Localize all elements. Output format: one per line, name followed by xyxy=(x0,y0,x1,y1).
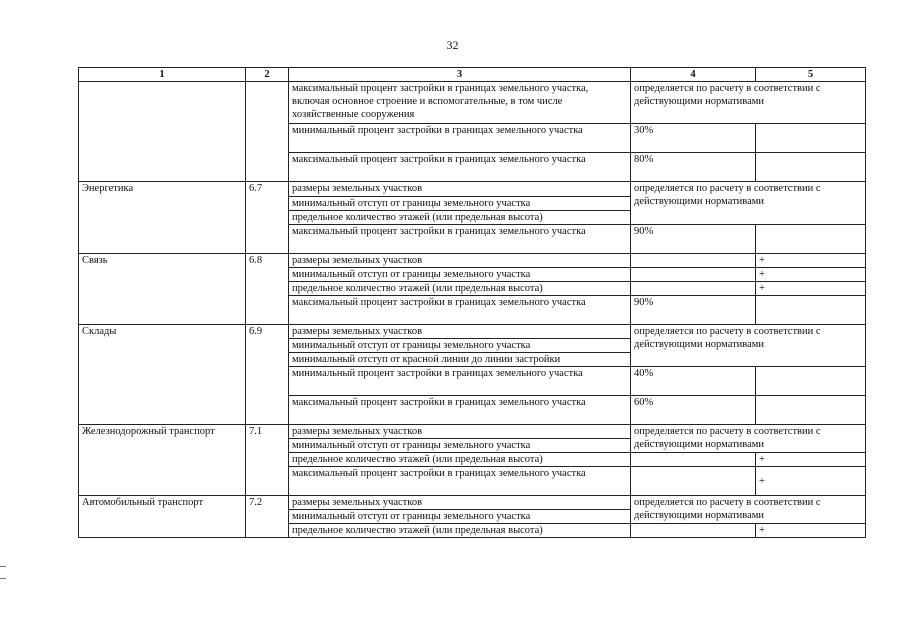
normative-merged-cell: определяется по расчету в соответствии с действующими нормативами xyxy=(631,496,866,524)
group-name-cell: Склады xyxy=(79,325,246,425)
param-cell: максимальный процент застройки в границах земельного участка xyxy=(289,225,631,254)
group-name-cell: Связь xyxy=(79,254,246,325)
group-code-cell: 7.1 xyxy=(246,425,289,496)
regulations-table xyxy=(78,67,866,538)
value-cell: 40% xyxy=(631,367,756,396)
mark-cell xyxy=(756,367,866,396)
margin-mark xyxy=(0,578,6,579)
mark-cell xyxy=(756,396,866,425)
table-header xyxy=(79,68,866,82)
header-col-3: 3 xyxy=(289,68,631,82)
param-cell: максимальный процент застройки в границах земельного участка xyxy=(289,153,631,182)
normative-merged-cell: определяется по расчету в соответствии с действующими нормативами xyxy=(631,82,866,124)
param-cell: минимальный отступ от границы земельного участка xyxy=(289,339,631,353)
group-code-cell: 6.9 xyxy=(246,325,289,425)
group-code-cell: 6.7 xyxy=(246,182,289,254)
param-cell: предельное количество этажей (или предельная высота) xyxy=(289,453,631,467)
value-cell: 30% xyxy=(631,124,756,153)
param-cell: минимальный отступ от границы земельного участка xyxy=(289,510,631,524)
margin-mark xyxy=(0,566,6,567)
param-cell: размеры земельных участков xyxy=(289,425,631,439)
mark-cell xyxy=(756,153,866,182)
param-cell: максимальный процент застройки в границах земельного участка xyxy=(289,396,631,425)
group-energetika xyxy=(79,182,866,254)
mark-cell xyxy=(756,225,866,254)
normative-merged-cell: определяется по расчету в соответствии с действующими нормативами xyxy=(631,325,866,367)
header-col-1: 1 xyxy=(79,68,246,82)
param-cell: максимальный процент застройки в границах земельного участка xyxy=(289,296,631,325)
group-name-cell: Железнодорожный транспорт xyxy=(79,425,246,496)
param-cell: максимальный процент застройки в границах земельного участка, включая основное строение и вспомогательные, в том числе хозяйственные сооружения xyxy=(289,82,631,124)
group-sklady xyxy=(79,325,866,425)
header-col-2: 2 xyxy=(246,68,289,82)
param-cell: максимальный процент застройки в границах земельного участка xyxy=(289,467,631,496)
group-svyaz xyxy=(79,254,866,325)
group-name-cell xyxy=(79,82,246,182)
param-cell: минимальный отступ от границы земельного участка xyxy=(289,439,631,453)
scan-margin-marks xyxy=(0,566,6,590)
value-cell: 80% xyxy=(631,153,756,182)
header-col-5: 5 xyxy=(756,68,866,82)
group-name-cell: Энергетика xyxy=(79,182,246,254)
mark-cell: + xyxy=(756,282,866,296)
page-number: 32 xyxy=(446,38,459,52)
normative-merged-cell: определяется по расчету в соответствии с действующими нормативами xyxy=(631,425,866,453)
mark-cell: + xyxy=(756,467,866,496)
param-cell: размеры земельных участков xyxy=(289,254,631,268)
param-cell: размеры земельных участков xyxy=(289,182,631,197)
group-railway-transport xyxy=(79,425,866,496)
param-cell: минимальный отступ от границы земельного участка xyxy=(289,268,631,282)
mark-cell: + xyxy=(756,524,866,538)
param-cell: предельное количество этажей (или предельная высота) xyxy=(289,211,631,225)
param-cell: размеры земельных участков xyxy=(289,496,631,510)
value-cell xyxy=(631,254,756,268)
param-cell: минимальный отступ от границы земельного участка xyxy=(289,197,631,211)
param-cell: минимальный процент застройки в границах земельного участка xyxy=(289,124,631,153)
value-cell: 60% xyxy=(631,396,756,425)
mark-cell xyxy=(756,124,866,153)
group-name-cell: Автомобильный транспорт xyxy=(79,496,246,538)
value-cell xyxy=(631,268,756,282)
value-cell xyxy=(631,453,756,467)
value-cell: 90% xyxy=(631,225,756,254)
group-road-transport xyxy=(79,496,866,538)
mark-cell: + xyxy=(756,254,866,268)
header-col-4: 4 xyxy=(631,68,756,82)
value-cell xyxy=(631,467,756,496)
mark-cell: + xyxy=(756,268,866,282)
value-cell xyxy=(631,524,756,538)
mark-cell xyxy=(756,296,866,325)
group-code-cell: 7.2 xyxy=(246,496,289,538)
param-cell: минимальный процент застройки в границах земельного участка xyxy=(289,367,631,396)
param-cell: предельное количество этажей (или предельная высота) xyxy=(289,524,631,538)
value-cell xyxy=(631,282,756,296)
mark-cell: + xyxy=(756,453,866,467)
continuation-group xyxy=(79,82,866,182)
group-code-cell: 6.8 xyxy=(246,254,289,325)
param-cell: минимальный отступ от красной линии до линии застройки xyxy=(289,353,631,367)
param-cell: предельное количество этажей (или предельная высота) xyxy=(289,282,631,296)
param-cell: размеры земельных участков xyxy=(289,325,631,339)
normative-merged-cell: определяется по расчету в соответствии с действующими нормативами xyxy=(631,182,866,225)
group-code-cell xyxy=(246,82,289,182)
value-cell: 90% xyxy=(631,296,756,325)
